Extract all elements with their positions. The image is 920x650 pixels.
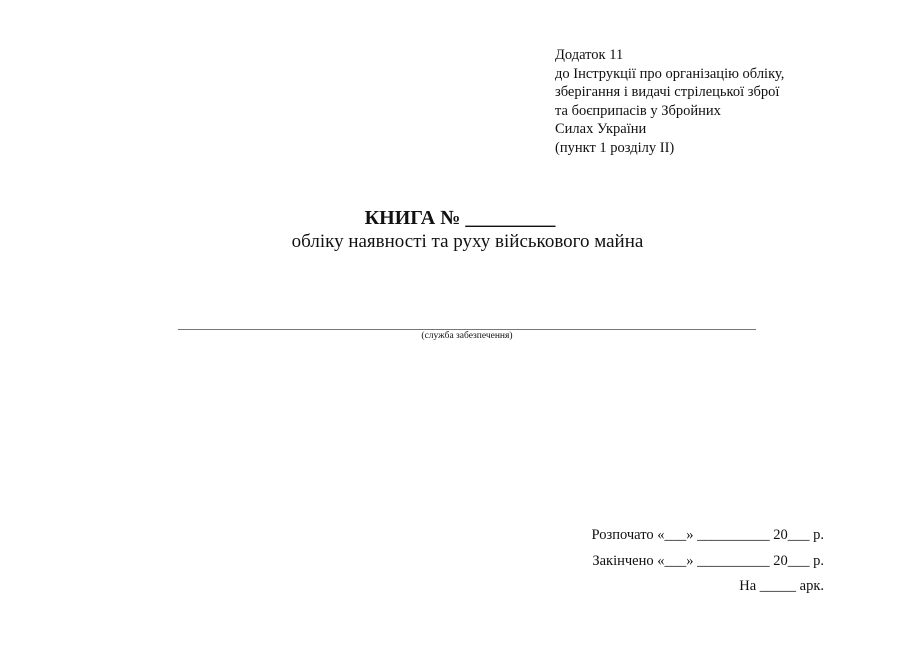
appendix-line: (пункт 1 розділу II)	[555, 139, 675, 156]
appendix-line: Силах України	[555, 121, 647, 138]
sheet-count: На _____ арк.	[739, 578, 824, 594]
date-started: Розпочато «___» __________ 20___ р.	[591, 527, 824, 543]
appendix-line: Додаток 11	[555, 47, 624, 63]
date-finished: Закінчено «___» __________ 20___ р.	[592, 553, 824, 569]
appendix-line: зберігання і видачі стрілецької зброї	[555, 84, 780, 101]
appendix-note	[555, 46, 885, 158]
service-caption: (служба забезпечення)	[421, 331, 513, 341]
appendix-line: та боєприпасів у Збройних	[555, 102, 721, 119]
book-title: КНИГА № _________	[364, 207, 556, 229]
appendix-line: до Інструкції про організацію обліку,	[555, 65, 785, 82]
book-subtitle: обліку наявності та руху військового майна	[291, 231, 644, 252]
